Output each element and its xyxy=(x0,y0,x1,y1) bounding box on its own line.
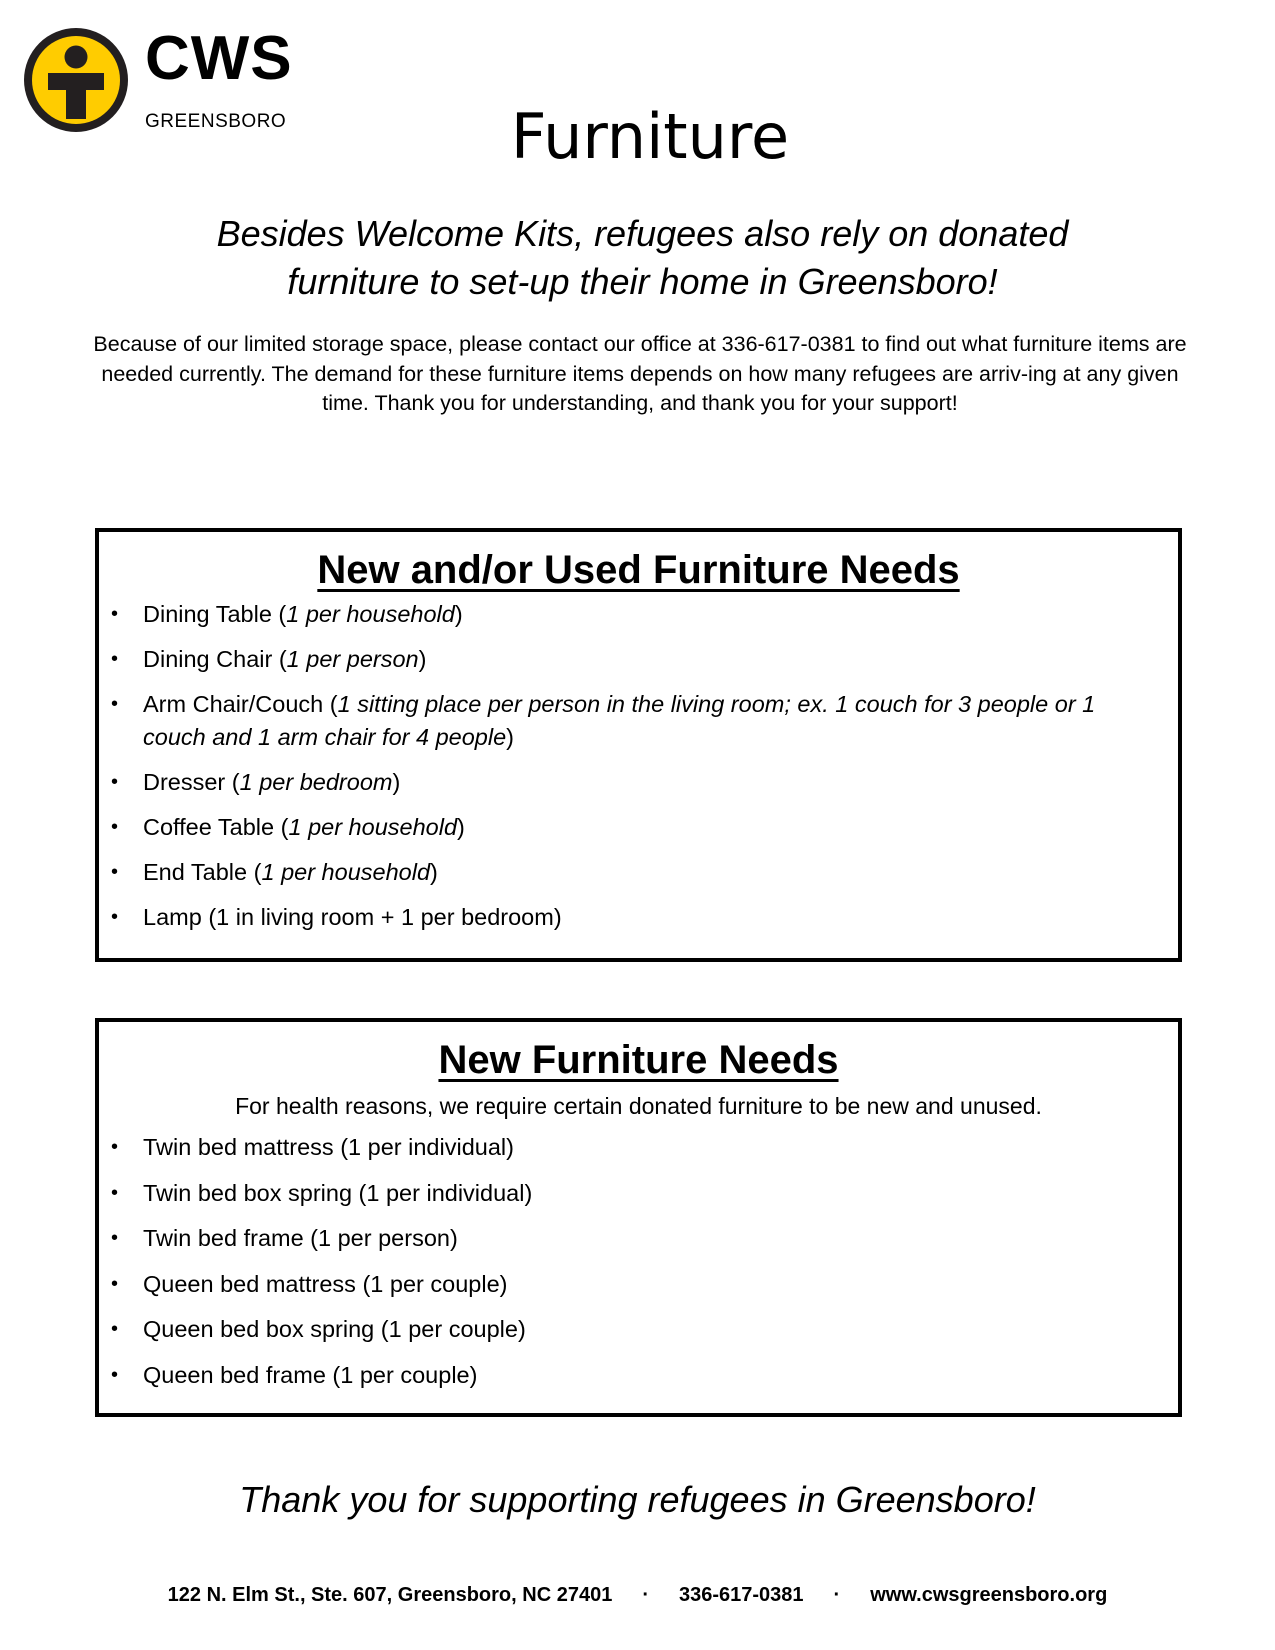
list-item: • Queen bed frame (1 per couple) xyxy=(99,1359,1158,1392)
item-name: Coffee Table xyxy=(143,814,275,840)
item-qty: 1 in living room + 1 per bedroom xyxy=(216,904,554,930)
item-qty: 1 sitting place per person in the living room; ex. 1 couch for 3 people or 1 couch and 1 arm chair for 4 people xyxy=(143,691,1096,750)
item-qty: 1 per couple xyxy=(340,1361,470,1388)
list-item: • Queen bed box spring (1 per couple) xyxy=(99,1313,1158,1346)
list-item: • Dining Chair (1 per person) xyxy=(99,643,1158,676)
item-qty: 1 per individual xyxy=(366,1179,525,1206)
used-furniture-needs-box xyxy=(95,528,1182,962)
item-name: Twin bed frame xyxy=(143,1225,304,1251)
footer xyxy=(0,1585,1275,1605)
item-qty: 1 per bedroom xyxy=(239,769,393,795)
item-name: Queen bed box spring xyxy=(143,1316,375,1342)
page-title: Furniture xyxy=(510,100,790,173)
footer-website: www.cwsgreensboro.org xyxy=(870,1584,1108,1606)
new-furniture-needs-box xyxy=(95,1018,1182,1417)
footer-address: 122 N. Elm St., Ste. 607, Greensboro, NC 27401 xyxy=(167,1584,613,1606)
section-title: New and/or Used Furniture Needs xyxy=(317,548,960,592)
list-item: • Coffee Table (1 per household) xyxy=(99,811,1158,844)
tagline-line-2: furniture to set-up their home in Greensboro! xyxy=(287,261,998,302)
list-item: • Dining Table (1 per household) xyxy=(99,598,1158,631)
item-name: Twin bed box spring xyxy=(143,1179,353,1206)
tagline-line-1: Besides Welcome Kits, refugees also rely on donated xyxy=(216,213,1069,254)
list-item: • Twin bed box spring (1 per individual) xyxy=(99,1177,1158,1210)
list-item: • Lamp (1 in living room + 1 per bedroom) xyxy=(99,901,1158,934)
list-item: • Twin bed frame (1 per person) xyxy=(99,1222,1158,1255)
item-name: Dresser xyxy=(143,769,226,795)
item-qty: 1 per household xyxy=(261,859,431,885)
brand-name: CWS xyxy=(145,24,293,93)
item-qty: 1 per person xyxy=(286,646,419,672)
item-qty: 1 per household xyxy=(288,814,458,840)
item-name: Lamp xyxy=(143,904,202,930)
section-note: For health reasons, we require certain donated furniture to be new and unused. xyxy=(235,1093,1042,1119)
list-item: • Dresser (1 per bedroom) xyxy=(99,766,1158,799)
item-name: Arm Chair/Couch xyxy=(143,691,324,717)
item-name: Queen bed mattress xyxy=(143,1270,356,1297)
item-name: End Table xyxy=(143,859,248,885)
list-item: • Twin bed mattress (1 per individual) xyxy=(99,1131,1158,1164)
item-name: Twin bed mattress xyxy=(143,1134,334,1160)
intro-paragraph: Because of our limited storage space, please contact our office at 336-617-0381 to find out what furniture items are needed currently. The demand for these furniture items depends on how many refugees are arriv-ing at any given time. Thank you for understanding, and thank you for your support! xyxy=(93,332,1187,415)
list-item: • Queen bed mattress (1 per couple) xyxy=(99,1268,1158,1301)
closing-message: Thank you for supporting refugees in Greensboro! xyxy=(239,1479,1036,1520)
item-name: Dining Table xyxy=(143,601,272,627)
footer-separator: · xyxy=(833,1584,841,1606)
item-qty: 1 per couple xyxy=(370,1270,500,1297)
item-qty: 1 per person xyxy=(318,1225,450,1251)
list-item: • End Table (1 per household) xyxy=(99,856,1158,889)
tagline xyxy=(0,210,1275,306)
footer-separator: · xyxy=(642,1584,649,1606)
section-title: New Furniture Needs xyxy=(438,1038,839,1082)
item-qty: 1 per individual xyxy=(348,1134,507,1160)
footer-phone: 336-617-0381 xyxy=(678,1584,804,1606)
item-name: Dining Chair xyxy=(143,646,273,672)
item-qty: 1 per couple xyxy=(388,1316,518,1342)
needs-list xyxy=(99,1131,1178,1392)
item-name: Queen bed frame xyxy=(143,1361,326,1388)
item-qty: 1 per household xyxy=(286,601,455,627)
list-item: • Arm Chair/Couch (1 sitting place per person in the living room; ex. 1 couch for 3 people or 1 couch and 1 arm chair for 4 people) xyxy=(99,688,1158,754)
needs-list xyxy=(99,598,1178,934)
brand-subtitle: GREENSBORO xyxy=(145,111,287,132)
